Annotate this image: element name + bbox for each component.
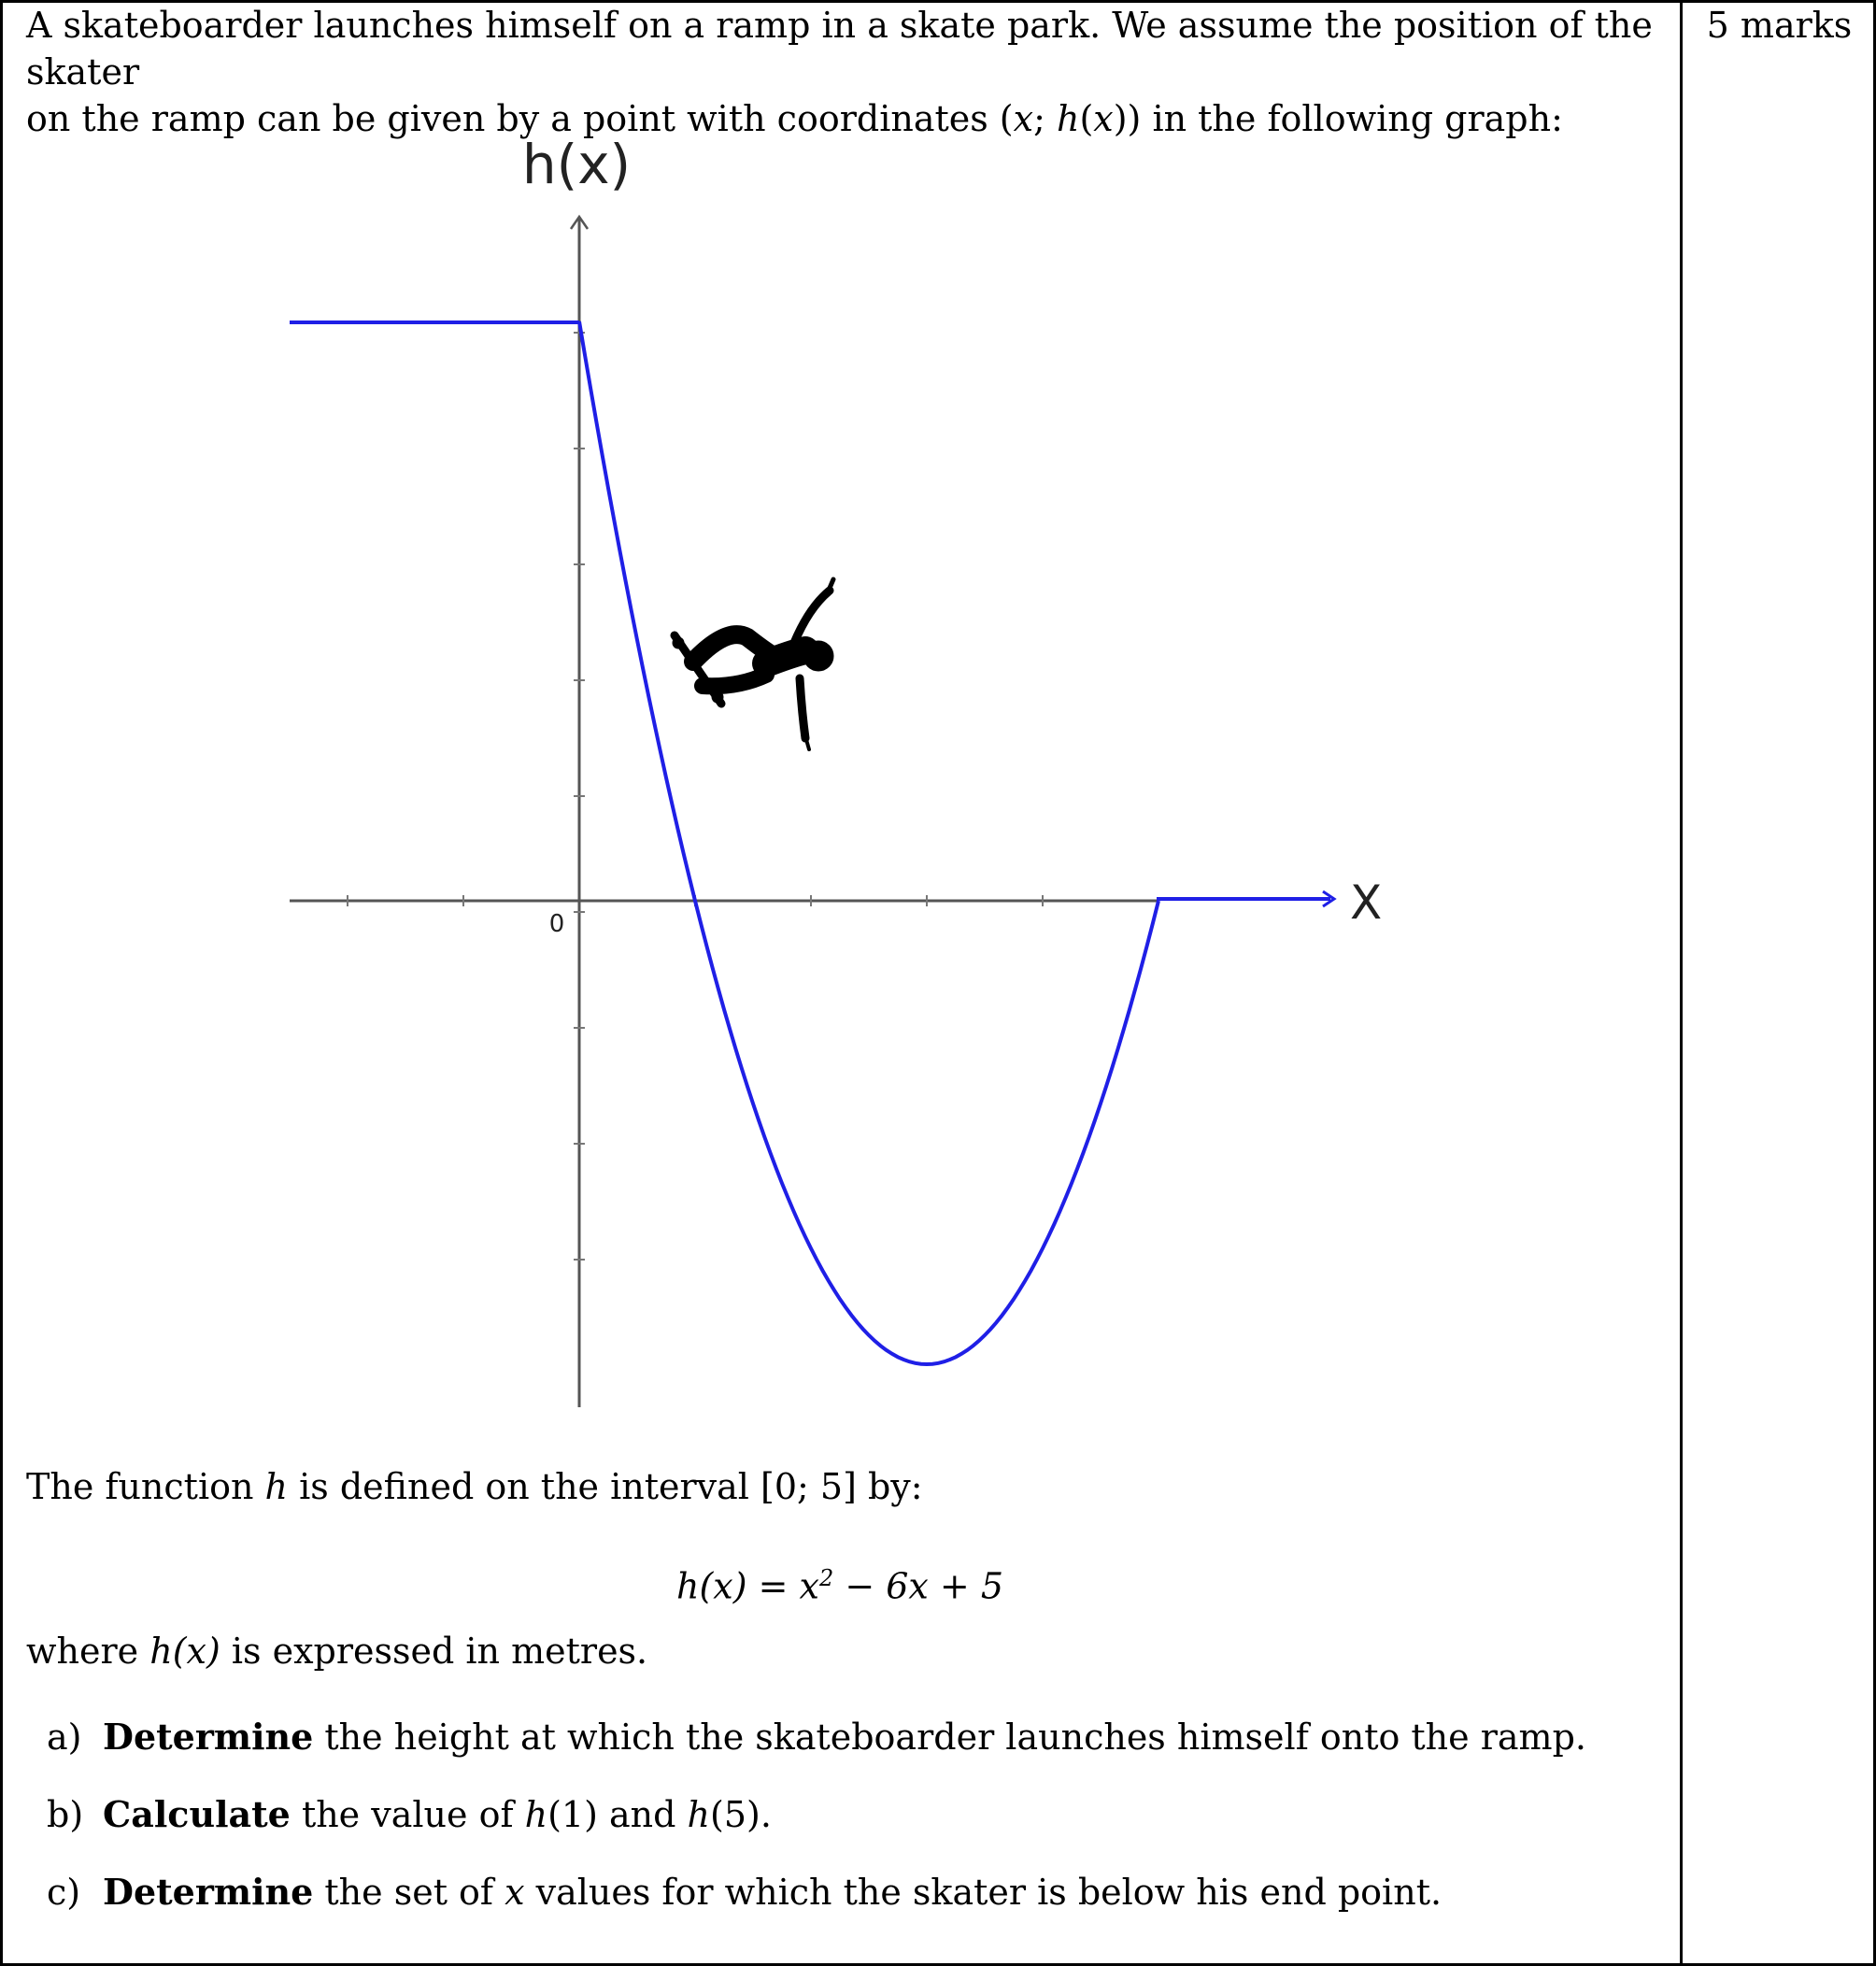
question-letter: b) [47,1794,84,1835]
question-c: c) Determine the set of x values for which the skater is below his end point. [47,1869,1442,1916]
intro-line-2: on the ramp can be given by a point with coordinates (x; h(x)) in the following graph: [26,98,1563,139]
x-axis-label: X [1350,876,1383,930]
question-b: b) Calculate the value of h(1) and h(5). [47,1791,772,1838]
function-formula: $h(x) = x^2 - 6x + 5$ [675,1565,1004,1607]
units-text: where h(x) is expressed in metres. [26,1631,648,1672]
y-axis-label: h(x) [521,133,632,196]
origin-label: 0 [548,910,565,938]
intro-line-1: A skateboarder launches himself on a ramp in a skate park. We assume the position of the skater [26,5,1653,93]
definition-text: The function h is defined on the interval [0; 5] by: [26,1466,923,1507]
question-letter: c) [47,1872,81,1913]
ramp-graph [0,131,1401,1420]
intro-text [26,2,1670,142]
question-a: a) Determine the height at which the skateboarder launches himself onto the ramp. [47,1714,1586,1760]
marks-column-divider [1680,0,1683,1966]
marks-label: 5 marks [1706,5,1853,46]
question-letter: a) [47,1717,82,1758]
skateboarder-silhouette-icon [673,579,833,749]
ramp-parabola [579,321,1158,1364]
